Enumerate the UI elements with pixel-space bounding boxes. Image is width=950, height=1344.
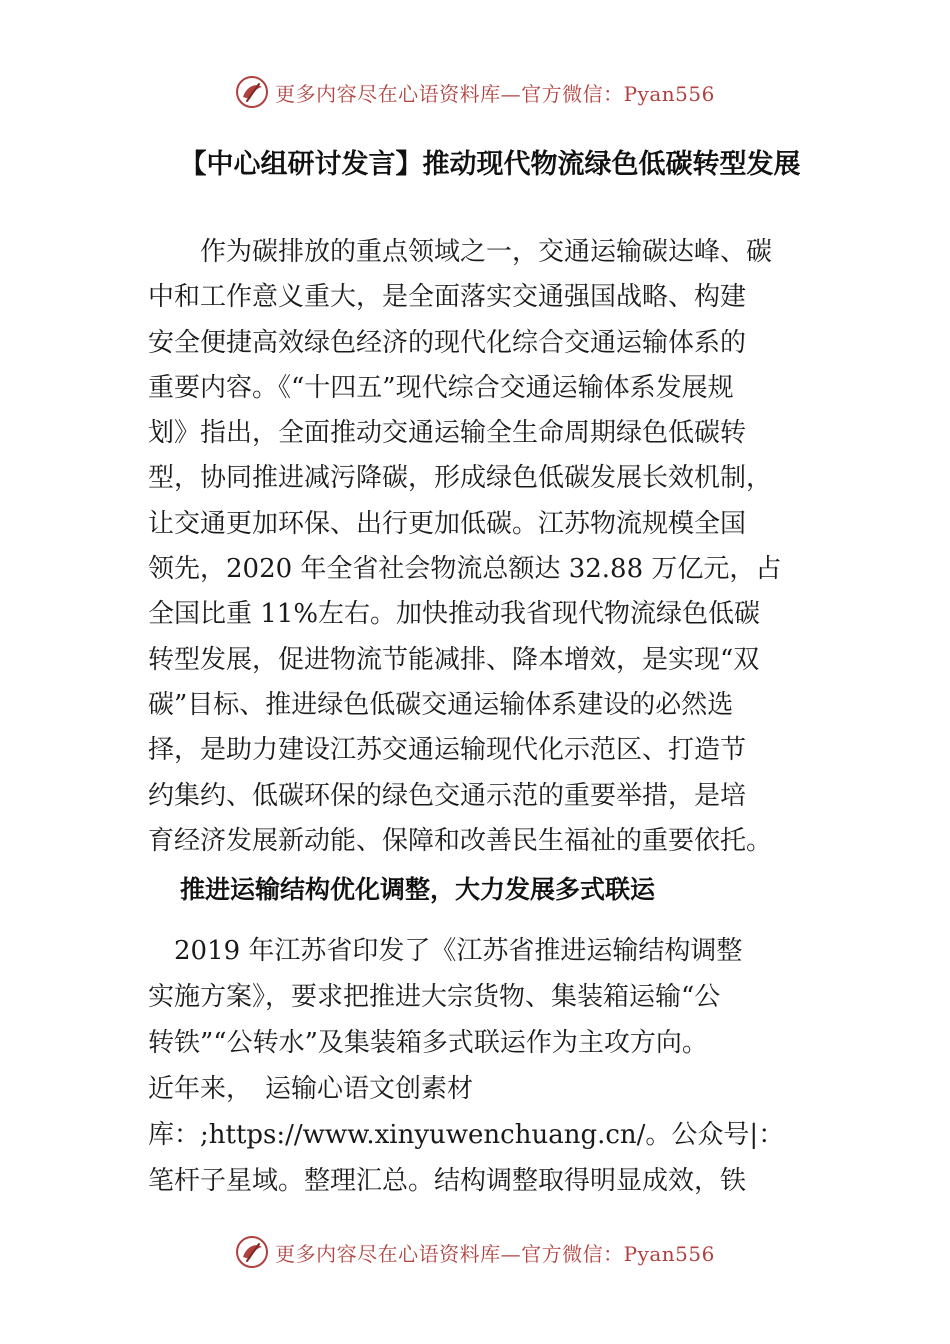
banner-text: 更多内容尽在心语资料库—官方微信：Pyan556 bbox=[275, 1241, 715, 1266]
footer-banner bbox=[0, 1232, 950, 1272]
document-title: 【中心组研讨发言】推动现代物流绿色低碳转型发展 bbox=[179, 149, 801, 180]
text-line: 碳”目标、推进绿色低碳交通运输体系建设的必然选 bbox=[148, 689, 734, 720]
xinyu-logo-icon bbox=[235, 1235, 269, 1269]
text-line: 2019 年江苏省印发了《江苏省推进运输结构调整 bbox=[148, 936, 743, 966]
text-line: 转铁”“公转水”及集装箱多式联运作为主攻方向。 bbox=[148, 1028, 708, 1058]
text-line: 让交通更加环保、出行更加低碳。江苏物流规模全国 bbox=[148, 508, 747, 539]
text-line: 库：;https://www.xinyuwenchuang.cn/。公众号|： bbox=[148, 1120, 785, 1150]
text-line: 实施方案》，要求把推进大宗货物、集装箱运输“公 bbox=[148, 982, 721, 1012]
xinyu-logo-icon bbox=[235, 75, 269, 109]
text-line: 全国比重 11%左右。加快推动我省现代物流绿色低碳 bbox=[148, 599, 761, 630]
text-line: 育经济发展新动能、保障和改善民生福祉的重要依托。 bbox=[148, 825, 773, 856]
text-line: 划》指出，全面推动交通运输全生命周期绿色低碳转 bbox=[148, 418, 747, 449]
header-banner bbox=[0, 72, 950, 112]
text-line: 近年来， 运输心语文创素材 bbox=[148, 1074, 474, 1104]
text-line: 约集约、低碳环保的绿色交通示范的重要举措，是培 bbox=[148, 780, 747, 811]
text-line: 中和工作意义重大，是全面落实交通强国战略、构建 bbox=[148, 282, 747, 313]
section-heading: 推进运输结构优化调整，大力发展多式联运 bbox=[180, 875, 656, 904]
paragraph-transport bbox=[148, 928, 808, 1204]
banner-text: 更多内容尽在心语资料库—官方微信：Pyan556 bbox=[275, 81, 715, 106]
text-line: 作为碳排放的重点领域之一，交通运输碳达峰、碳 bbox=[148, 237, 773, 267]
paragraph-intro bbox=[148, 230, 808, 864]
text-line: 重要内容。《“十四五”现代综合交通运输体系发展规 bbox=[148, 372, 734, 403]
text-line: 型，协同推进减污降碳，形成绿色低碳发展长效机制， bbox=[148, 463, 773, 494]
text-line: 领先，2020 年全省社会物流总额达 32.88 万亿元，占 bbox=[148, 554, 782, 585]
text-line: 转型发展，促进物流节能减排、降本增效，是实现“双 bbox=[148, 644, 760, 675]
text-line: 安全便捷高效绿色经济的现代化综合交通运输体系的 bbox=[148, 327, 747, 358]
text-line: 笔杆子星域。整理汇总。结构调整取得明显成效，铁 bbox=[148, 1166, 747, 1196]
text-line: 择，是助力建设江苏交通运输现代化示范区、打造节 bbox=[148, 735, 747, 766]
